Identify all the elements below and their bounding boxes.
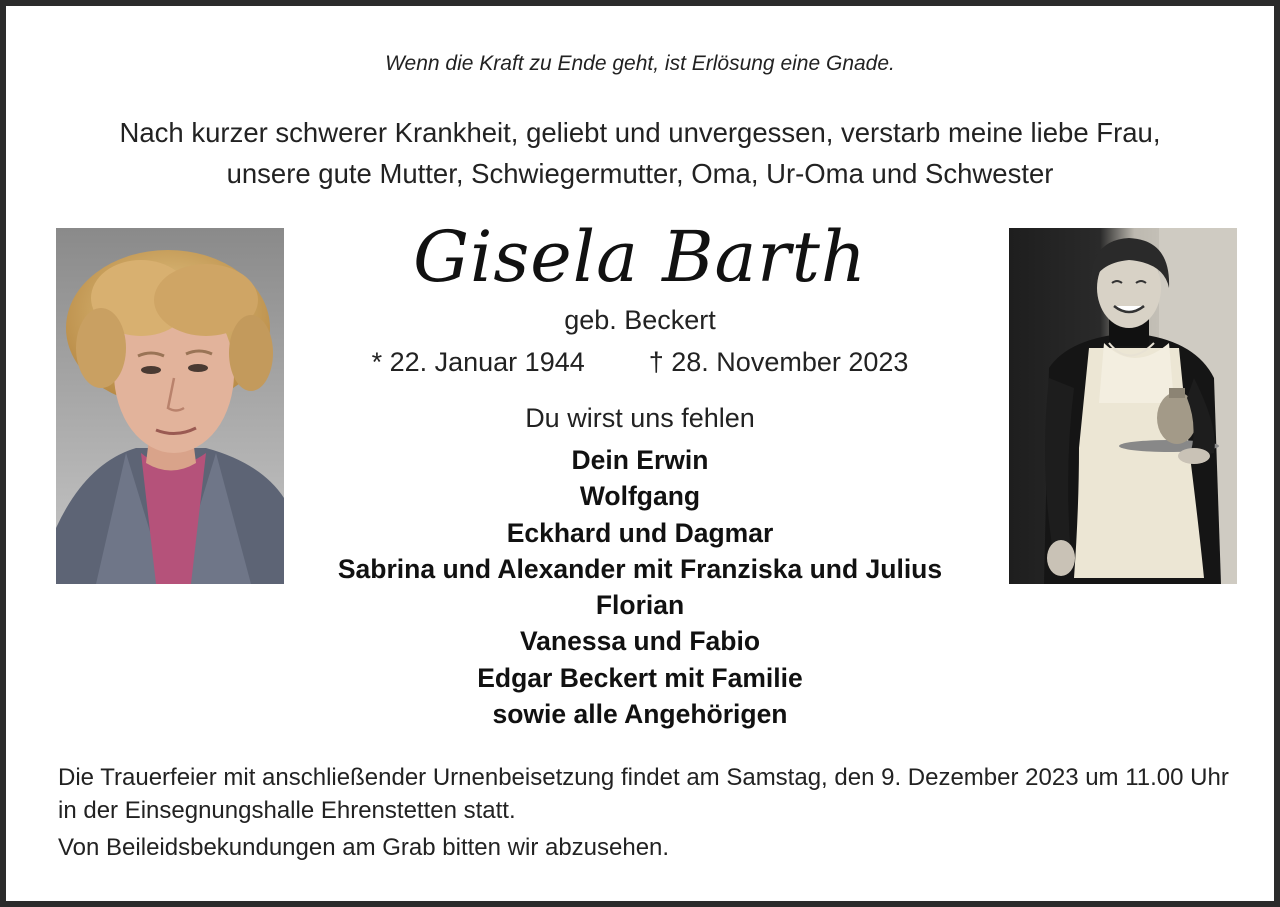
life-dates [6, 347, 1274, 378]
mourner-name: Dein Erwin [571, 445, 709, 475]
motto: Wenn die Kraft zu Ende geht, ist Erlösung eine Gnade. [385, 52, 895, 75]
funeral-service-notice: Die Trauerfeier mit anschließender Urnenbeisetzung findet am Samstag, den 9. Dezember 2023 um 11.00 Uhr in der Einsegnungshalle Ehrenstetten statt. [58, 764, 1229, 824]
death-date: † 28. November 2023 [648, 347, 909, 377]
mourner-name: Sabrina und Alexander mit Franziska und Julius [337, 553, 943, 584]
mourner-name: Florian [595, 590, 685, 621]
mourner-name: Wolfgang [579, 481, 701, 512]
condolence-notice: Von Beileidsbekundungen am Grab bitten wir abzusehen. [58, 834, 670, 861]
farewell-line: Du wirst uns fehlen [525, 403, 755, 433]
mourners-list [6, 442, 1274, 732]
mourner-name: Edgar Beckert mit Familie [477, 662, 803, 693]
intro-line: Nach kurzer schwerer Krankheit, geliebt und unvergessen, verstarb meine liebe Frau, [119, 117, 1161, 148]
birth-date: * 22. Januar 1944 [371, 347, 585, 377]
mourner-name: Eckhard und Dagmar [506, 517, 774, 548]
deceased-name: Gisela Barth [413, 216, 867, 298]
maiden-name: geb. Beckert [564, 305, 716, 335]
intro-line: unsere gute Mutter, Schwiegermutter, Oma, Ur-Oma und Schwester [226, 158, 1054, 189]
mourner-name: Vanessa und Fabio [519, 626, 761, 657]
intro-text [6, 112, 1274, 194]
mourner-name: sowie alle Angehörigen [492, 699, 788, 730]
